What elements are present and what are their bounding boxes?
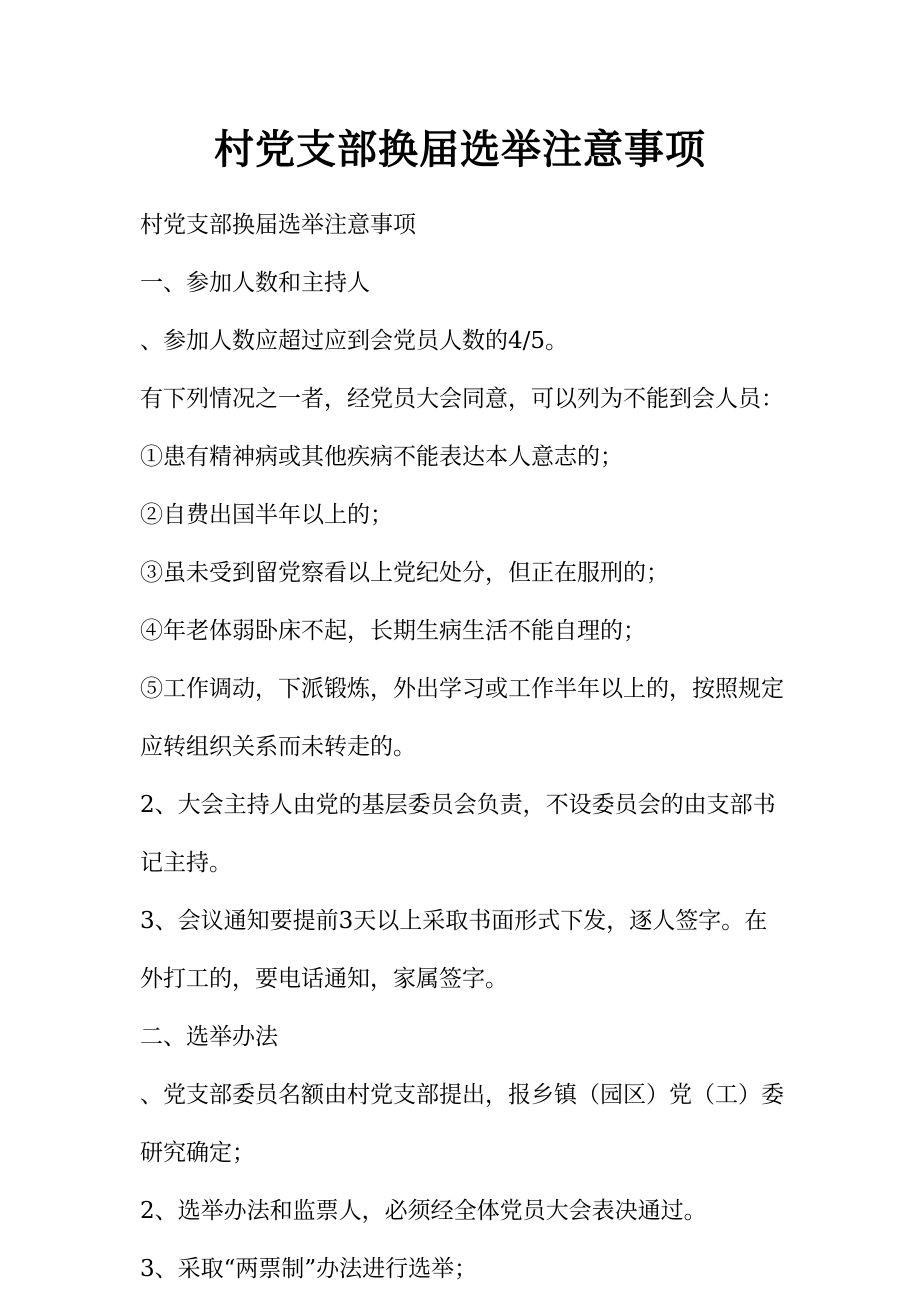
paragraph-host: 2、大会主持人由党的基层委员会负责，不设委员会的由支部书记主持。 — [140, 792, 776, 876]
paragraph-scrutineers: 2、选举办法和监票人，必须经全体党员大会表决通过。 — [140, 1198, 707, 1224]
document-title: 村党支部换届选举注意事项 — [214, 126, 706, 173]
paragraph-notice: 3、会议通知要提前3天以上采取书面形式下发，逐人签字。在外打工的，要电话通知，家属签字。 — [140, 908, 768, 992]
paragraph-exemption-intro: 有下列情况之一者，经党员大会同意，可以列为不能到会人员： — [140, 386, 784, 412]
list-item-exemption-5: ⑤工作调动，下派锻炼，外出学习或工作半年以上的，按照规定应转组织关系而未转走的。 — [140, 676, 784, 760]
paragraph-two-ballot: 3、采取“两票制”办法进行选举； — [140, 1256, 478, 1282]
list-item-exemption-2: ②自费出国半年以上的； — [140, 502, 393, 528]
paragraph-quota: 、党支部委员名额由村党支部提出，报乡镇（园区）党（工）委研究确定； — [140, 1082, 784, 1166]
section-heading-participants: 一、参加人数和主持人 — [140, 270, 370, 296]
section-heading-election-method: 二、选举办法 — [140, 1024, 278, 1050]
list-item-exemption-4: ④年老体弱卧床不起，长期生病生活不能自理的； — [140, 618, 646, 644]
list-item-exemption-3: ③虽未受到留党察看以上党纪处分，但正在服刑的； — [140, 560, 669, 586]
list-item-exemption-1: ①患有精神病或其他疾病不能表达本人意志的； — [140, 444, 623, 470]
paragraph-attendance-ratio: 、参加人数应超过应到会党员人数的4/5。 — [140, 328, 569, 354]
document-body — [140, 196, 790, 1298]
paragraph-subtitle: 村党支部换届选举注意事项 — [140, 212, 416, 238]
